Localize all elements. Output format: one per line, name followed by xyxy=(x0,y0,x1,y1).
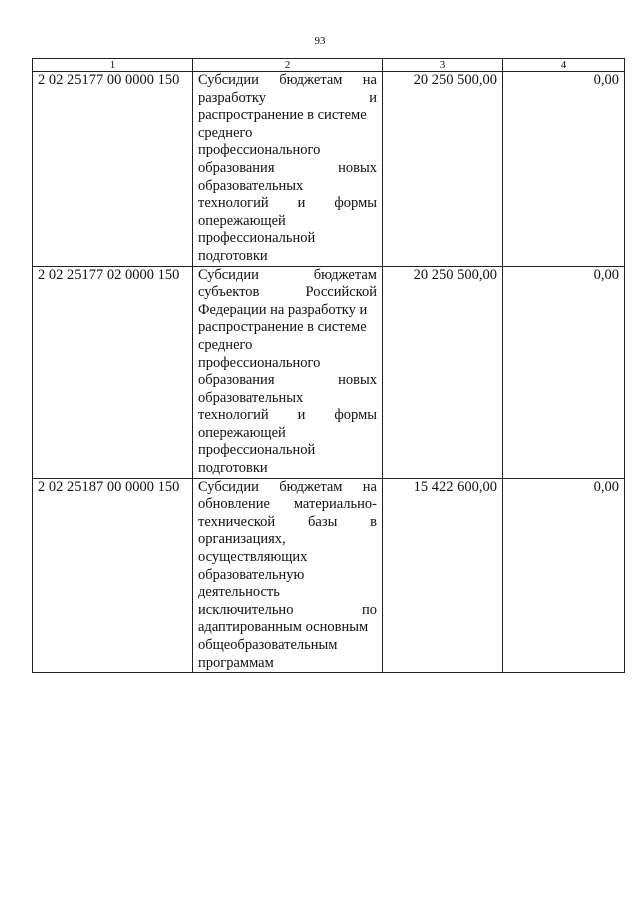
header-col-3: 3 xyxy=(383,59,503,72)
description-line: профессиональной xyxy=(198,230,316,247)
description-line: образования новых xyxy=(198,159,377,176)
amount-cell: 20 250 500,00 xyxy=(383,266,503,478)
description-cell xyxy=(193,266,383,478)
description-line: подготовки xyxy=(198,460,268,477)
description-line: программам xyxy=(198,654,274,671)
description-line: обновление материально- xyxy=(198,496,377,513)
budget-table xyxy=(32,58,625,673)
description-line: Субсидии бюджетам на xyxy=(198,72,377,88)
budget-code-cell: 2 02 25177 02 0000 150 xyxy=(33,266,193,478)
budget-code-cell: 2 02 25177 00 0000 150 xyxy=(33,72,193,267)
description-line: Субсидии бюджетам xyxy=(198,266,377,283)
budget-code-cell: 2 02 25187 00 0000 150 xyxy=(33,478,193,673)
table-row xyxy=(33,478,625,673)
description-line: среднего xyxy=(198,124,253,141)
description-line: разработку и xyxy=(198,89,377,106)
description-line: подготовки xyxy=(198,247,268,264)
description-line: осуществляющих xyxy=(198,549,308,566)
description-line: образовательных xyxy=(198,389,304,406)
header-row xyxy=(33,59,625,72)
description-line: профессиональной xyxy=(198,442,316,459)
table-row xyxy=(33,72,625,267)
description-line: профессионального xyxy=(198,354,321,371)
description-line: субъектов Российской xyxy=(198,284,377,301)
header-col-2: 2 xyxy=(193,59,383,72)
amount-cell: 20 250 500,00 xyxy=(383,72,503,267)
table-row xyxy=(33,266,625,478)
description-line: профессионального xyxy=(198,142,321,159)
amount-col4-cell: 0,00 xyxy=(503,266,625,478)
description-cell xyxy=(193,478,383,673)
description-line: исключительно по xyxy=(198,601,377,618)
amount-col4-cell: 0,00 xyxy=(503,478,625,673)
description-line: Субсидии бюджетам на xyxy=(198,478,377,495)
description-line: организациях, xyxy=(198,531,286,548)
description-line: технологий и формы xyxy=(198,407,377,424)
description-line: адаптированным основным xyxy=(198,619,369,636)
description-line: распространение в системе xyxy=(198,319,367,336)
description-line: технической базы в xyxy=(198,513,377,530)
amount-cell: 15 422 600,00 xyxy=(383,478,503,673)
description-line: образования новых xyxy=(198,372,377,389)
header-col-4: 4 xyxy=(503,59,625,72)
header-col-1: 1 xyxy=(33,59,193,72)
description-line: образовательную xyxy=(198,566,305,583)
description-line: опережающей xyxy=(198,212,286,229)
page-number: 93 xyxy=(314,35,326,47)
description-line: распространение в системе xyxy=(198,107,367,124)
description-line: среднего xyxy=(198,336,253,353)
description-line: технологий и формы xyxy=(198,195,377,212)
amount-col4-cell: 0,00 xyxy=(503,72,625,267)
description-line: общеобразовательным xyxy=(198,637,338,653)
description-line: Федерации на разработку и xyxy=(198,301,368,318)
description-line: опережающей xyxy=(198,424,286,441)
description-line: деятельность xyxy=(198,584,280,601)
description-line: образовательных xyxy=(198,177,304,194)
description-cell xyxy=(193,72,383,267)
